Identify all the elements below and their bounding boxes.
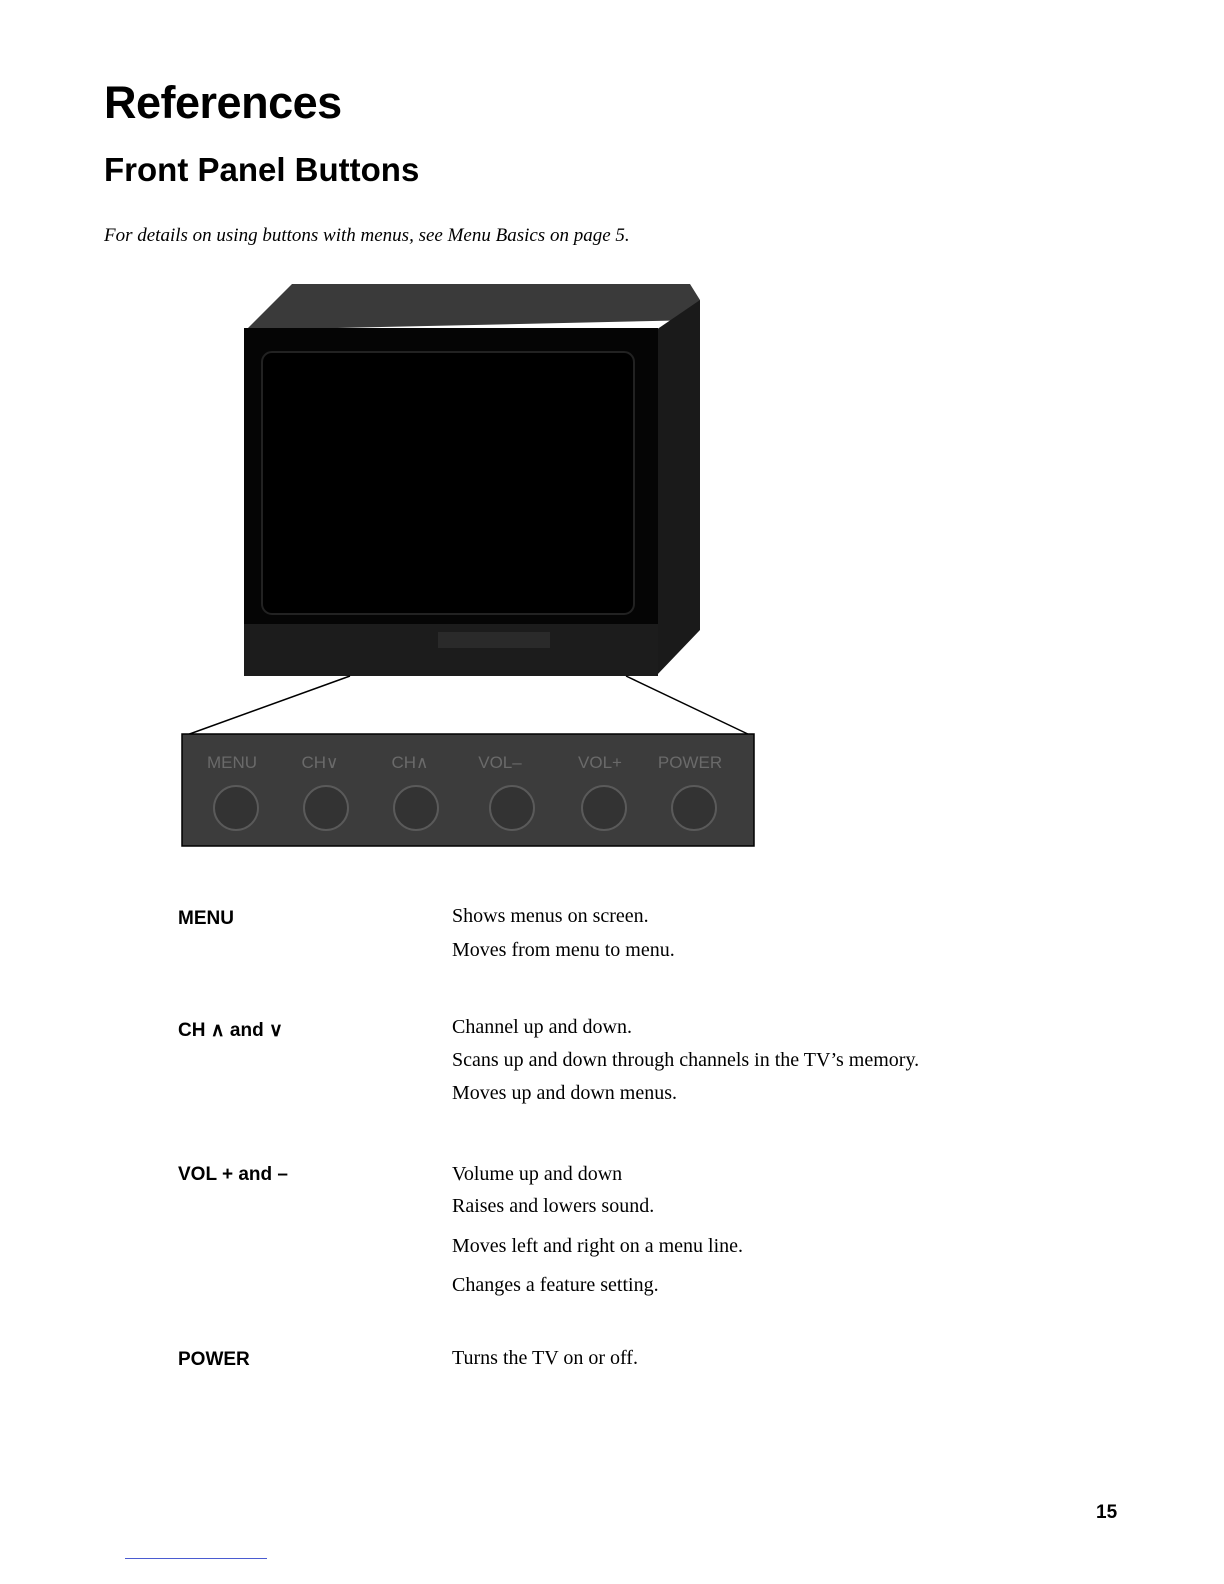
- tv-top-bevel: [246, 284, 700, 330]
- desc-volume-1: Volume up and down: [452, 1163, 623, 1185]
- panel-button-power: [672, 786, 716, 830]
- footer-rule: [125, 1558, 267, 1559]
- page-title: References: [104, 77, 342, 128]
- panel-button-menu: [214, 786, 258, 830]
- tv-screen: [262, 352, 634, 614]
- tv-button-area: [438, 632, 550, 648]
- panel-button-ch-up: [394, 786, 438, 830]
- desc-menu-2: Moves from menu to menu.: [452, 939, 675, 961]
- desc-menu-1: Shows menus on screen.: [452, 905, 649, 927]
- panel-label-vol-down: VOL–: [478, 753, 522, 772]
- tv-bottom-strip: [244, 624, 658, 676]
- desc-channel-1: Channel up and down.: [452, 1016, 632, 1038]
- term-menu: MENU: [178, 908, 234, 929]
- panel-label-ch-up: CH∧: [391, 753, 429, 772]
- button-panel: [182, 734, 754, 846]
- panel-label-ch-down: CH∨: [301, 753, 339, 772]
- panel-label-vol-up: VOL+: [578, 753, 622, 772]
- desc-power-1: Turns the TV on or off.: [452, 1347, 638, 1369]
- zoom-line-right: [626, 676, 752, 736]
- panel-button-vol-up: [582, 786, 626, 830]
- term-channel: CH ∧ and ∨: [178, 1020, 283, 1041]
- tv-side-bevel: [656, 300, 700, 676]
- desc-volume-4: Changes a feature setting.: [452, 1274, 659, 1296]
- desc-volume-3: Moves left and right on a menu line.: [452, 1235, 744, 1257]
- panel-label-power: POWER: [657, 753, 723, 772]
- panel-label-menu: MENU: [206, 753, 258, 772]
- desc-volume-2: Raises and lowers sound.: [452, 1195, 655, 1217]
- page-number: 15: [1096, 1502, 1118, 1523]
- zoom-line-left: [184, 676, 350, 736]
- section-title: Front Panel Buttons: [104, 151, 420, 188]
- term-power: POWER: [178, 1349, 250, 1370]
- term-volume: VOL + and –: [178, 1164, 288, 1185]
- intro-note: For details on using buttons with menus, see Menu Basics on page 5.: [104, 225, 630, 246]
- desc-channel-2: Scans up and down through channels in the TV’s memory.: [452, 1049, 920, 1071]
- desc-channel-3: Moves up and down menus.: [452, 1082, 677, 1104]
- panel-button-vol-down: [490, 786, 534, 830]
- panel-button-ch-down: [304, 786, 348, 830]
